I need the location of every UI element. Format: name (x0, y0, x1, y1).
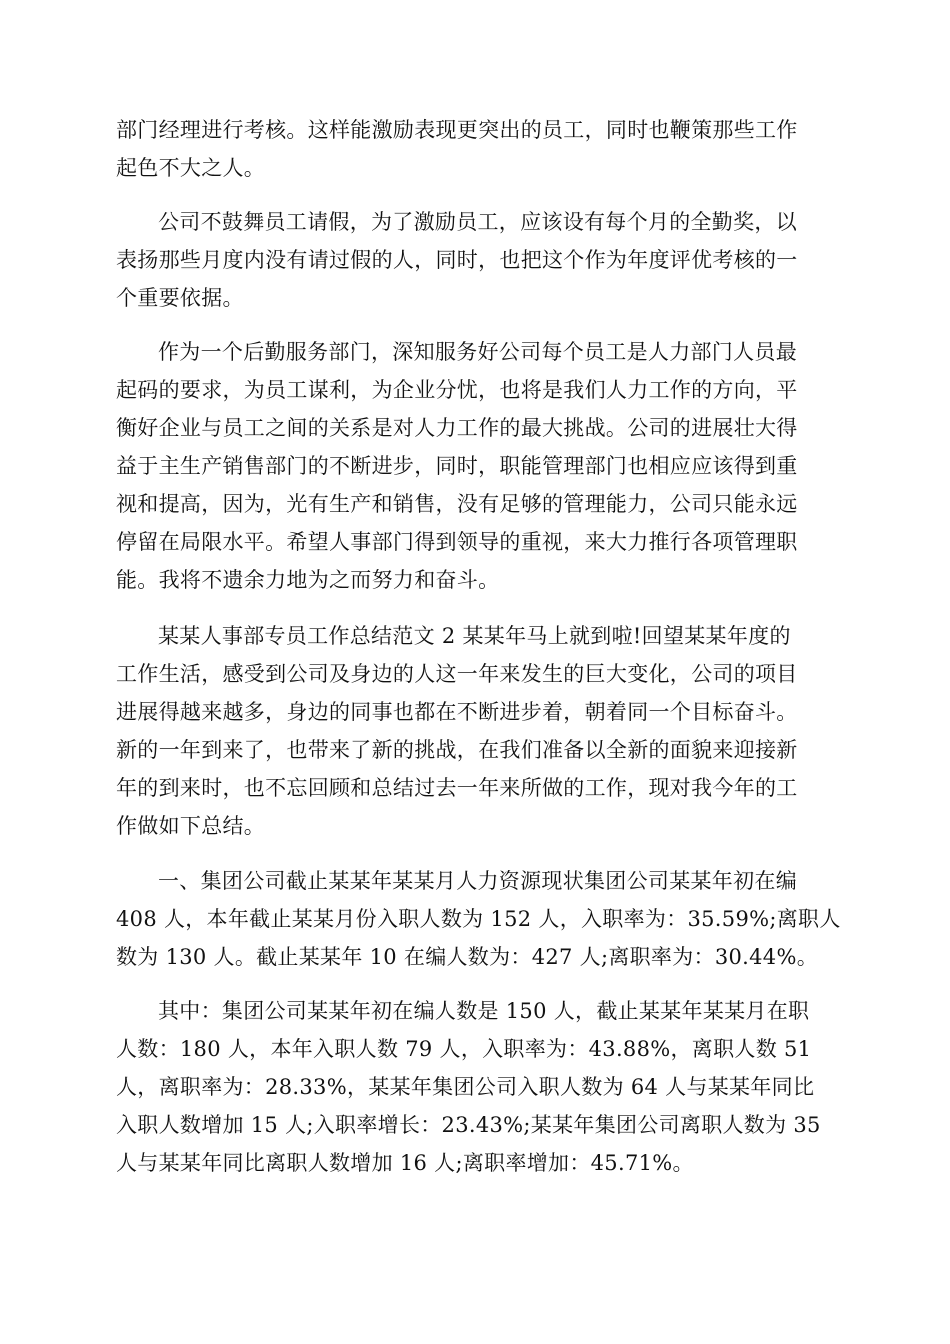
text-line: 数为 130 人。截止某某年 10 在编人数为：427 人;离职率为：30.44%。 (116, 945, 819, 969)
text-line: 入职人数增加 15 人;入职率增长：23.43%;某某年集团公司离职人数为 35 (116, 1113, 821, 1137)
paragraph-3 (116, 333, 832, 599)
text-line: 作为一个后勤服务部门，深知服务好公司每个员工是人力部门人员最 (158, 340, 797, 364)
text-line: 新的一年到来了，也带来了新的挑战，在我们准备以全新的面貌来迎接新 (116, 738, 798, 762)
text-line: 某某人事部专员工作总结范文 2 某某年马上就到啦!回望某某年度的 (158, 624, 791, 648)
text-line: 人，离职率为：28.33%，某某年集团公司入职人数为 64 人与某某年同比 (116, 1075, 815, 1099)
text-line: 衡好企业与员工之间的关系是对人力工作的最大挑战。公司的进展壮大得 (116, 416, 798, 440)
text-line: 408 人，本年截止某某月份入职人数为 152 人，入职率为：35.59%;离职人 (116, 907, 841, 931)
text-line: 年的到来时，也不忘回顾和总结过去一年来所做的工作，现对我今年的工 (116, 776, 798, 800)
paragraph-5 (116, 862, 841, 976)
text-line: 表扬那些月度内没有请过假的人，同时，也把这个作为年度评优考核的一 (116, 248, 798, 272)
text-line: 部门经理进行考核。这样能激励表现更突出的员工，同时也鞭策那些工作 (116, 118, 798, 142)
paragraph-6 (116, 992, 832, 1182)
text-line: 公司不鼓舞员工请假，为了激励员工，应该设有每个月的全勤奖，以 (158, 210, 797, 234)
paragraph-1 (116, 111, 832, 187)
text-line: 视和提高，因为，光有生产和销售，没有足够的管理能力，公司只能永远 (116, 492, 798, 516)
text-line: 起码的要求，为员工谋利，为企业分忧，也将是我们人力工作的方向，平 (116, 378, 798, 402)
text-line: 益于主生产销售部门的不断进步，同时，职能管理部门也相应应该得到重 (116, 454, 798, 478)
text-line: 能。我将不遗余力地为之而努力和奋斗。 (116, 568, 500, 592)
text-line: 停留在局限水平。希望人事部门得到领导的重视，来大力推行各项管理职 (116, 530, 798, 554)
text-line: 个重要依据。 (116, 286, 244, 310)
text-line: 起色不大之人。 (116, 156, 266, 180)
text-line: 人与某某年同比离职人数增加 16 人;离职率增加：45.71%。 (116, 1151, 694, 1175)
text-line: 其中：集团公司某某年初在编人数是 150 人，截止某某年某某月在职 (158, 999, 810, 1023)
paragraph-4 (116, 617, 832, 845)
text-line: 工作生活，感受到公司及身边的人这一年来发生的巨大变化，公司的项目 (116, 662, 798, 686)
text-line: 一、集团公司截止某某年某某月人力资源现状集团公司某某年初在编 (158, 869, 797, 893)
paragraph-2 (116, 203, 832, 317)
text-line: 作做如下总结。 (116, 814, 266, 838)
text-line: 进展得越来越多，身边的同事也都在不断进步着，朝着同一个目标奋斗。 (116, 700, 798, 724)
text-line: 人数：180 人，本年入职人数 79 人，入职率为：43.88%，离职人数 51 (116, 1037, 812, 1061)
